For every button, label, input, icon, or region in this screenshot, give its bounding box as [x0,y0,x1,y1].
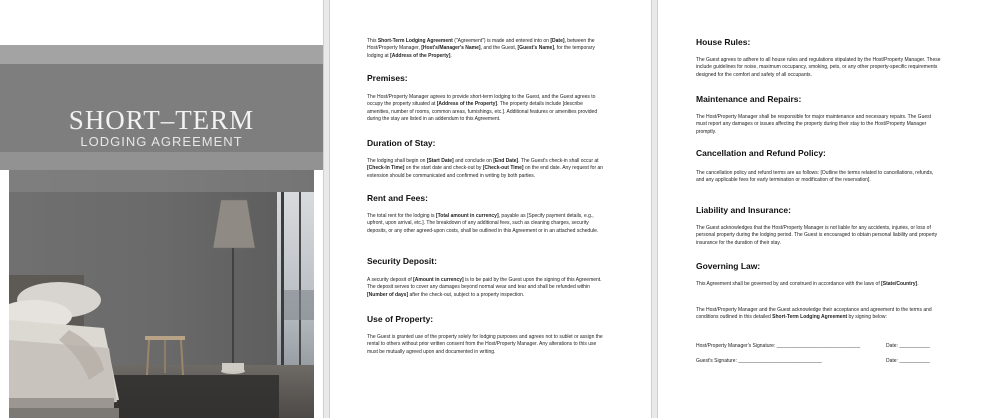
text-run: The Host/Property Manager shall be responsible for major maintenance and necessary repairs. The Guest must report any damages or issues affecting the property during their stay to the Host/Property Manager promptly. [696,114,932,135]
rent-paragraph [367,213,607,235]
rent-heading: Rent and Fees: [367,193,428,203]
placeholder-field: [Date] [550,38,565,44]
deposit-paragraph [367,277,607,299]
text-run: . The property details include [describe amenities, number of rooms, common areas, furnishings, etc.]. Additional features or amenities provided during the stay are listed in an addendum to this Agreement. [367,101,598,123]
premises-heading: Premises: [367,73,408,83]
host-signature-line[interactable]: Host/Property Manager's Signature: ______________________________ [696,343,861,349]
text-run: after the check-out, subject to a property inspection. [408,291,525,298]
placeholder-field: [End Date] [493,158,519,164]
premises-paragraph [367,94,607,124]
cancellation-paragraph [696,170,942,185]
text-run: The Guest acknowledges that the Host/Property Manager is not liable for any accidents, injuries, or loss of personal property during the lodging period. The Guest is encouraged to obtain personal liability and property insurance for the duration of their stay. [696,225,938,246]
text-run: The Host/Property Manager and the Guest acknowledge their acceptance and agreement to the terms and conditions outlined in this detailed [696,307,932,321]
intro-paragraph [367,38,607,60]
house-rules-heading: House Rules: [696,37,751,47]
text-run: by signing below: [847,314,887,321]
guest-date-line[interactable]: Date: ___________ [886,358,930,364]
use-paragraph [367,334,607,356]
cover-band-top [0,45,323,64]
placeholder-field: [Address of the Property] [390,52,451,59]
closing-paragraph [696,307,946,322]
text-run: . The Guest's check-in shall occur at [518,158,599,164]
duration-heading: Duration of Stay: [367,138,436,148]
placeholder-field: [Check-In Time] [367,165,405,172]
text-run: The Host/Property Manager agrees to provide short-term lodging to the Guest, and the Guest agrees to occupy the property situated at [367,94,596,108]
placeholder-field: [Host's/Manager's Name] [421,45,481,52]
text-run: ("Agreement") is made and entered into on [452,38,551,44]
text-run: on the end date. Any request for an extension should be communicated and confirmed in writing by both parties. [367,165,604,179]
text-run: is to be paid by the Guest upon the signing of this Agreement. The deposit serves to cover any damages beyond normal wear and tear and shall be refunded within [367,277,602,291]
use-heading: Use of Property: [367,314,434,324]
cover-title: SHORT–TERM [68,105,255,135]
placeholder-field: [Amount in currency] [413,277,464,283]
cover-subtitle: LODGING AGREEMENT [80,134,243,149]
placeholder-field: [Total amount in currency] [435,213,499,219]
text-run: The Guest is granted use of the property solely for lodging purposes and agrees not to sublet or assign the rental to others without prior written consent from the Host/Property Manager. Any alterations to this use must be mutually agreed upon and documented in writing. [367,334,603,355]
text-run: . [450,52,452,59]
deposit-heading: Security Deposit: [367,256,437,266]
text-run: The total rent for the lodging is [367,213,436,219]
maintenance-heading: Maintenance and Repairs: [696,94,802,104]
agreement-page-1 [330,0,651,418]
text-run: on the start date and check-out by [404,165,483,172]
guest-signature-line[interactable]: Guest's Signature: ______________________________ [696,358,822,364]
text-run: This [367,38,378,44]
text-run: , for the temporary lodging at [367,45,595,59]
text-run: , and the Guest, [480,45,518,52]
placeholder-field: [Check-out Time] [482,165,524,172]
placeholder-field: [Number of days] [367,291,409,298]
cancellation-heading: Cancellation and Refund Policy: [696,148,826,158]
placeholder-field: [State/Country] [881,281,918,287]
maintenance-paragraph [696,114,942,136]
duration-paragraph [367,158,607,180]
text-run: A security deposit of [367,277,414,283]
liability-paragraph [696,225,942,247]
text-run: . [917,281,919,287]
bedroom-photo [9,170,314,418]
placeholder-field: [Address of the Property] [436,101,498,108]
placeholder-field: [Guest's Name] [517,45,554,52]
text-run: , between the Host/Property Manager, [367,38,595,52]
placeholder-field: Short-Term Lodging Agreement [377,38,453,44]
text-run: , payable as [Specify payment details, e.g., upfront, upon arrival, etc.]. The breakdown of any additional fees, such as cleaning charges, security deposits, or any other agreed-upon costs, shall be outlined in this Agreement or in an attached schedule. [367,213,599,234]
placeholder-field: Short-Term Lodging Agreement [772,314,848,321]
host-date-line[interactable]: Date: ___________ [886,343,930,349]
governing-law-heading: Governing Law: [696,261,761,271]
text-run: and conclude on [453,158,494,164]
placeholder-field: [Start Date] [426,158,454,164]
cover-page [0,0,323,418]
text-run: The lodging shall begin on [367,158,427,164]
text-run: The Guest agrees to adhere to all house rules and regulations stipulated by the Host/Property Manager. These include guidelines for noise, maximum occupancy, smoking, pets, or any other property-specific requirements designed for the comfort and safety of all occupants. [696,57,941,78]
text-run: The cancellation policy and refund terms are as follows: [Outline the terms related to cancellations, refunds, and any applicable fees for early termination or modification of the reservation]. [696,170,934,184]
house-rules-paragraph [696,57,942,79]
liability-heading: Liability and Insurance: [696,205,791,215]
agreement-page-2 [658,0,981,418]
cover-band-lower [0,152,323,170]
text-run: This Agreement shall be governed by and construed in accordance with the laws of [696,281,882,287]
governing-law-paragraph [696,281,942,288]
